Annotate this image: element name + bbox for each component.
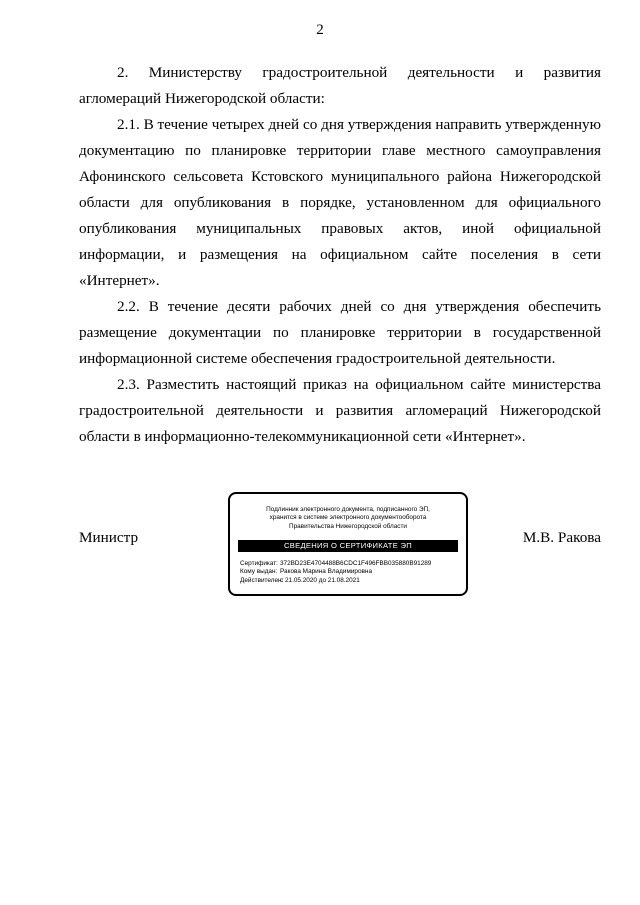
stamp-notice-line: Подлинник электронного документа, подписанного ЭП, (266, 506, 430, 513)
electronic-signature-stamp (228, 492, 468, 596)
issued-to-label: Кому выдан: (240, 568, 278, 576)
validity-label: Действителен: (240, 576, 284, 584)
document-body (79, 60, 601, 450)
signer-title: Министр (79, 529, 139, 546)
signer-name: М.В. Ракова (522, 529, 601, 546)
validity-line (240, 577, 460, 585)
paragraph-2: 2. Министерству градостроительной деятельности и развития агломераций Нижегородской области: (79, 64, 601, 107)
stamp-notice-line: хранится в системе электронного документооборота (269, 514, 427, 522)
signature-block (0, 492, 640, 602)
issued-to-line (240, 568, 460, 576)
stamp-details (240, 560, 460, 585)
stamp-header: СВЕДЕНИЯ О СЕРТИФИКАТЕ ЭП (238, 540, 458, 552)
validity-value: с 21.05.2020 до 21.08.2021 (280, 576, 360, 584)
certificate-label: Сертификат: (240, 560, 278, 567)
paragraph-2-1: 2.1. В течение четырех дней со дня утверждения направить утвержденную документацию по планировке территории главе местного самоуправления Афонинского сельсовета Кстовского муниципального района Нижегородской области для опубликования в порядке, установленном для официального опубликования муниципальных правовых актов, иной официальной информации, и размещения на официальном сайте поселения в сети «Интернет». (79, 116, 601, 289)
certificate-value: 372BD23E4704488B6CDC1F496FBB035880B91289 (280, 560, 432, 567)
stamp-notice (238, 506, 458, 531)
stamp-notice-line: Правительства Нижегородской области (288, 522, 408, 530)
paragraph-2-2: 2.2. В течение десяти рабочих дней со дня утверждения обеспечить размещение документации по планировке территории в государственной информационной системе обеспечения градостроительной деятельности. (79, 298, 601, 367)
certificate-line (240, 560, 460, 568)
paragraph-2-3: 2.3. Разместить настоящий приказ на официальном сайте министерства градостроительной деятельности и развития агломераций Нижегородской области в информационно-телекоммуникационной сети «Интернет». (79, 376, 601, 445)
page-number: 2 (316, 22, 324, 38)
issued-to-value: Ракова Марина Владимировна (280, 568, 373, 576)
